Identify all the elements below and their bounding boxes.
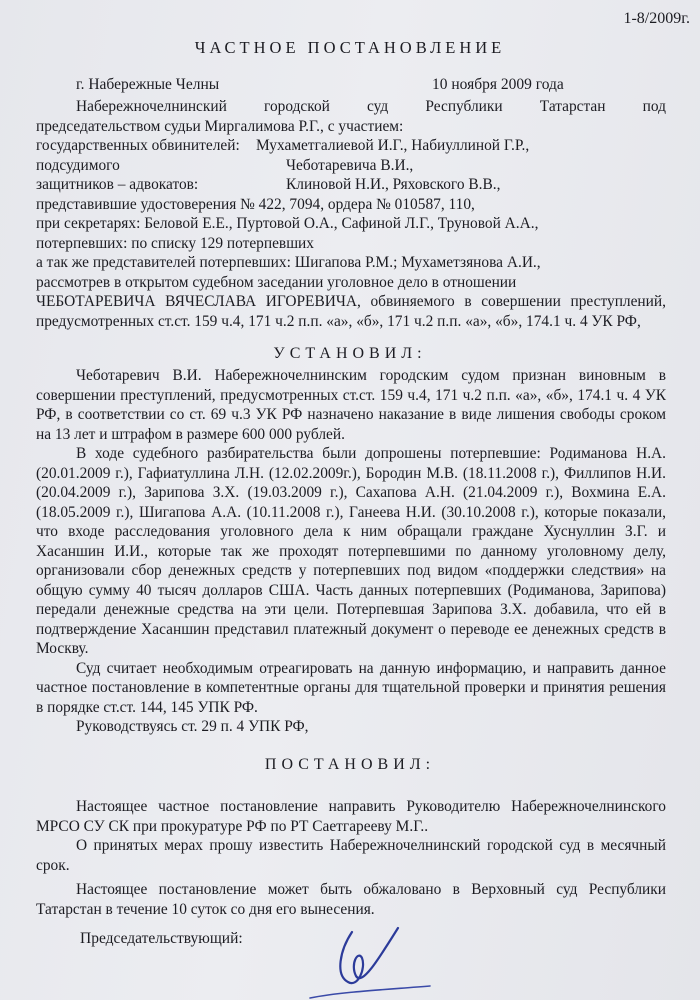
paragraph-appeal: Настоящее постановление может быть обжаловано в Верховный суд Республики Татарстан в течение 10 суток со дня его вынесения. xyxy=(36,881,666,918)
preamble-line-11: ЧЕБОТАРЕВИЧА ВЯЧЕСЛАВА ИГОРЕВИЧА, обвиняемого в совершении преступлений, предусмотренных ст.ст. 159 ч.4, 171 ч.2 п.п. «а», «б», 171 ч.2 п.п. «а», «б», 174.1 ч. 4 УК РФ, xyxy=(36,293,666,330)
paragraph-guided-by: Руководствуясь ст. 29 п. 4 УПК РФ, xyxy=(76,718,309,735)
presiding-judge-label: Председательствующий: xyxy=(80,930,243,947)
paragraph-court-opinion: Суд считает необходимым отреагировать на данную информацию, и направить данное частное постановление в компетентные органы для тщательной проверки и принятия решения в порядке ст.ст. 144, 145 УПК РФ. xyxy=(36,659,666,716)
preamble xyxy=(36,97,666,331)
defendant-label: подсудимого xyxy=(36,156,120,174)
lawyers-label: защитников – адвокатов: xyxy=(36,176,199,193)
paragraph-send: Настоящее частное постановление направить Руководителю Набережночелнинского МРСО СУ СК при прокуратуре РФ по РТ Саетгарееву М.Г.. xyxy=(36,798,666,835)
paragraph-notify: О принятых мерах прошу известить Набережночелнинский городской суд в месячный срок. xyxy=(36,837,666,874)
defendant-line xyxy=(36,156,666,176)
preamble-line-7: при секретарях: Беловой Е.Е., Пуртовой О.А., Сафиной Л.Г., Труновой А.А., xyxy=(36,215,539,232)
section-established xyxy=(36,366,666,737)
preamble-line-2: председательством судьи Миргалимова Р.Г., с участием: xyxy=(36,117,404,135)
preamble-line-10: рассмотрев в открытом судебном заседании уголовное дело в отношении xyxy=(36,273,517,291)
preamble-line-1: Набережночелнинский городской суд Республики Татарстан под xyxy=(76,98,666,115)
section-heading-resolved: ПОСТАНОВИЛ: xyxy=(264,756,436,773)
preamble-line-9: а так же представителей потерпевших: Шигапова Р.М.; Мухаметзянова А.И., xyxy=(36,254,541,271)
lawyers-line xyxy=(36,175,666,195)
prosecutors-label: государственных обвинителей: xyxy=(36,137,240,154)
preamble-line-8: потерпевших: по списку 129 потерпевших xyxy=(36,234,314,252)
prosecutors-value: Мухаметгалиевой И.Г., Набиуллиной Г.Р., xyxy=(256,137,530,154)
lawyers-value: Клиновой Н.И., Ряховского В.В., xyxy=(286,176,501,193)
section-resolved xyxy=(36,797,666,919)
date: 10 ноября 2009 года xyxy=(432,76,564,93)
paragraph-verdict: Чеботаревич В.И. Набережночелнинским городским судом признан виновным в совершении преступлений, предусмотренных ст.ст. 159 ч.4, 171 ч.2 п.п. «а», «б», 174.1 ч. 4 УК РФ, в соответствии со ст. 69 ч.3 УК РФ назначено наказание в виде лишения свободы сроком на 13 лет и штрафом в размере 600 000 рублей. xyxy=(36,367,666,443)
defendant-value: Чеботаревича В.И., xyxy=(286,156,414,174)
preamble-line-6: представившие удостоверения № 422, 7094, ордера № 010587, 110, xyxy=(36,195,475,213)
prosecutors-line xyxy=(36,136,666,156)
section-heading-established: УСТАНОВИЛ: xyxy=(273,345,427,362)
city: г. Набережные Челны xyxy=(76,76,220,93)
signature-image xyxy=(300,920,440,1000)
paragraph-victims: В ходе судебного разбирательства были допрошены потерпевшие: Родиманова Н.А. (20.01.2009 г.), Гафиатуллина Л.Н. (12.02.2009г.), Бородин М.В. (18.11.2008 г.), Филлипов Н.И. (20.04.2009 г.), Зарипова З.Х. (19.03.2009 г.), Сахапова А.Н. (21.04.2009 г.), Вохмина Е.А. (18.05.2009 г.), Шигапова А.А. (10.11.2008 г.), Ганеева Н.И. (30.10.2008 г.), которые показали, что входе расследования уголовного дела к ним обращали граждане Хуснуллин З.Г. и Хасаншин И.И., которые так же проходят потерпевшими по данному уголовному делу, организовали сбор денежных средств у потерпевших под видом «поддержки следствия» на общую сумму 40 тысяч долларов США. Часть данных потерпевших (Родиманова, Зарипова) передали денежные средства на эти цели. Потерпевшая Зарипова З.Х. добавила, что ей в подтверждение Хасаншин представил платежный документ о переводе ее денежных средств в Москву. xyxy=(36,445,666,657)
case-number: 1-8/2009г. xyxy=(623,10,690,27)
document-title: ЧАСТНОЕ ПОСТАНОВЛЕНИЕ xyxy=(194,38,506,57)
